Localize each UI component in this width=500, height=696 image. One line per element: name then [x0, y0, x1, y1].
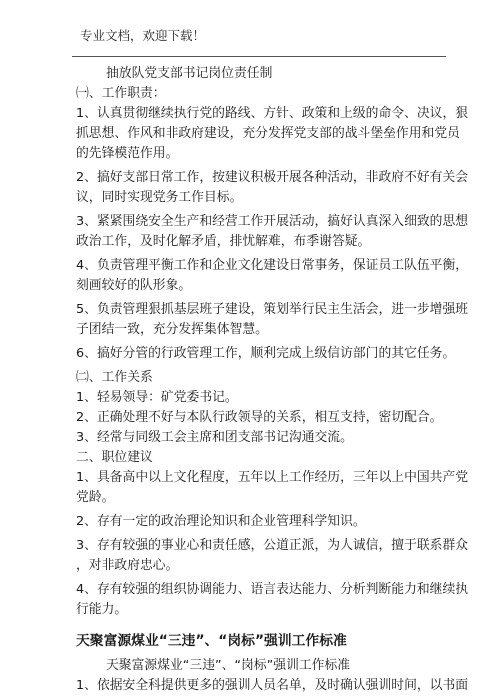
list-item — [76, 388, 448, 408]
paragraph-line: 的先锋模范作用。 — [76, 146, 179, 161]
section-2-heading: ㈡、工作关系 — [76, 370, 153, 385]
header-divider — [72, 56, 446, 57]
section-3-heading: 二、职位建议 — [76, 450, 153, 465]
doc-title: 抽放队党支部书记岗位责任制 — [106, 66, 273, 81]
section-1-list — [76, 104, 469, 364]
list-item — [76, 408, 448, 428]
section-2-list — [76, 388, 448, 448]
paragraph-line: 2、搞好支部日常工作，按建议积极开展各种活动，非政府不好有关会 — [76, 170, 469, 185]
paragraph-line: 议，同时实现党务工作目标。 — [76, 190, 243, 205]
paragraph-line: 3、存有较强的事业心和责任感，公道正派，为人诚信，擅于联系群众 — [76, 538, 469, 553]
paragraph-line: 2、存有一定的政治理论知识和企业管理科学知识。 — [76, 514, 366, 529]
paragraph-line: 子团结一致，充分发挥集体智慧。 — [76, 322, 268, 337]
list-item — [76, 580, 469, 620]
list-item — [76, 212, 469, 252]
paragraph-line: 2、正确处理不好与本队行政领导的关系，相互支持，密切配合。 — [76, 410, 443, 425]
paragraph-line: 4、存有较强的组织协调能力、语言表达能力、分析判断能力和继续执 — [76, 582, 469, 597]
paragraph-line: 3、经常与同级工会主席和团支部书记沟通交流。 — [76, 430, 353, 445]
sub-title: 天聚富源煤业“三违”、“岗标”强训工作标准 — [106, 658, 351, 673]
paragraph-line: 刻画较好的队形象。 — [76, 278, 192, 293]
paragraph-line: ，对非政府忠心。 — [76, 558, 179, 573]
list-item — [76, 428, 448, 448]
paragraph-line: 1、具备高中以上文化程度，五年以上工作经历，三年以上中国共产党 — [76, 470, 469, 485]
list-item — [76, 344, 456, 364]
paragraph-line: 政治工作，及时化解矛盾，排忧解难，布季谢答疑。 — [76, 234, 371, 249]
paragraph-line: 党龄。 — [76, 490, 115, 505]
paragraph-line: 抓思想、作风和非政府建设，充分发挥党支部的战斗堡垒作用和党员 — [76, 126, 460, 141]
paragraph-line: 行能力。 — [76, 602, 128, 617]
section-heading: 天聚富源煤业“三违”、“岗标”强训工作标准 — [76, 633, 347, 649]
list-item — [76, 256, 469, 296]
header-text: 专业文档，欢迎下载！ — [80, 28, 206, 43]
list-item — [76, 468, 469, 508]
paragraph-line: 4、负责管理平衡工作和企业文化建设日常事务，保证员工队伍平衡， — [76, 258, 469, 273]
list-item — [76, 512, 448, 532]
list-item — [76, 168, 469, 208]
section-1-heading: ㈠、工作职责： — [76, 86, 166, 101]
paragraph-line: 3、紧紧围绕安全生产和经营工作开展活动，搞好认真深入细致的思想 — [76, 214, 469, 229]
paragraph-line: 1、认真贯彻继续执行党的路线、方针、政策和上级的命令、决议，狠 — [76, 106, 469, 121]
list-item — [76, 536, 469, 576]
document-body — [76, 64, 469, 696]
list-item — [76, 300, 469, 340]
paragraph-line: 1、轻易领导：矿党委书记。 — [76, 390, 238, 405]
last-line: 1、依据安全科提供更多的强训人员名单，及时确认强训时间，以书面 — [76, 678, 469, 693]
paragraph-line: 6、搞好分管的行政管理工作，顺利完成上级信访部门的其它任务。 — [76, 346, 456, 361]
list-item — [76, 104, 469, 164]
paragraph-line: 5、负责管理狠抓基层班子建设，策划举行民主生活会，进一步增强班 — [76, 302, 469, 317]
section-3-list — [76, 468, 469, 620]
